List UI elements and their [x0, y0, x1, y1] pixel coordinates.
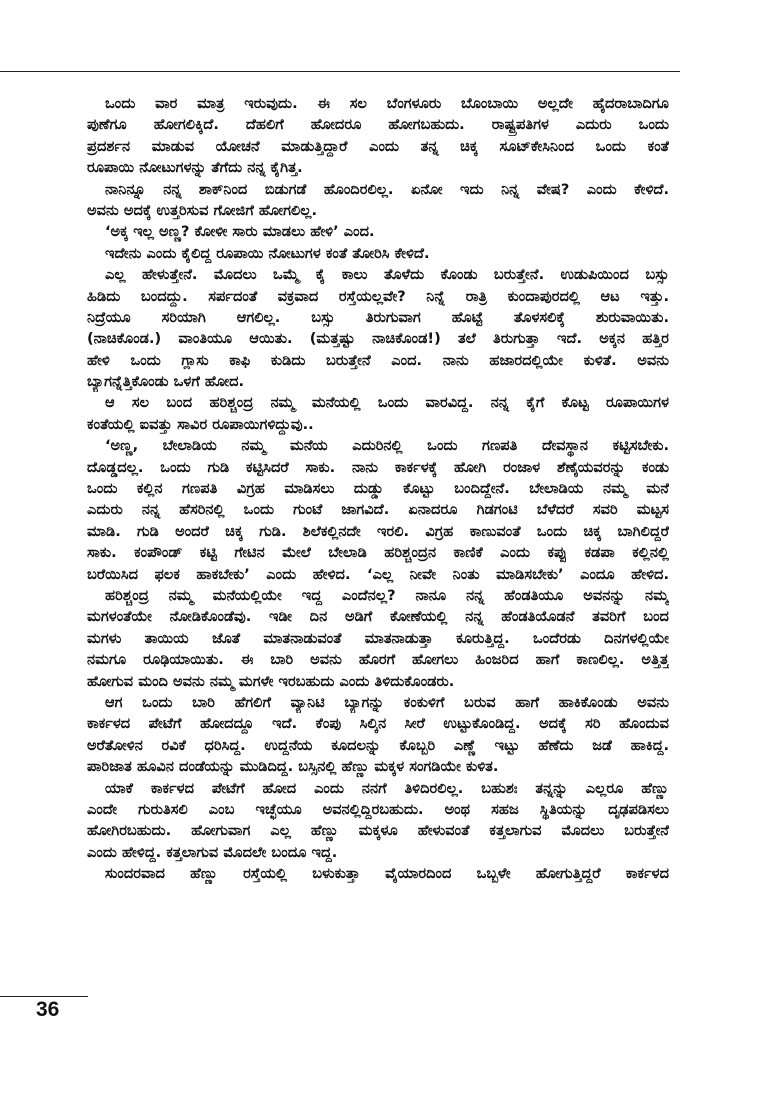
text-line: ಆ ಸಲ ಬಂದ ಹರಿಶ್ಚಂದ್ರ ನಮ್ಮ ಮನೆಯಲ್ಲಿ ಒಂದು ವಾರವಿದ್ದ. ನನ್ನ ಕೈಗೆ ಕೊಟ್ಟ ರೂಪಾಯಿಗಳ: [105, 394, 669, 412]
top-rule: [0, 71, 680, 72]
text-line: ಆಗ ಒಂದು ಬಾರಿ ಹೆಗಲಿಗೆ ವ್ಯಾನಿಟಿ ಬ್ಯಾಗನ್ನು ಕಂಕುಳಿಗೆ ಬರುವ ಹಾಗೆ ಹಾಕಿಕೊಂಡು ಅವನು: [105, 693, 669, 711]
text-line: ಕಾರ್ಕಳದ ಪೇಟೆಗೆ ಹೋದದ್ದೂ ಇದೆ. ಕೆಂಪು ಸಿಲ್ಕಿನ ಸೀರೆ ಉಟ್ಟುಕೊಂಡಿದ್ದ. ಅದಕ್ಕೆ ಸರಿ ಹೊಂದುವ: [87, 715, 669, 733]
text-line: ಅರೆತೋಳಿನ ರವಿಕೆ ಧರಿಸಿದ್ದ. ಉದ್ದನೆಯ ಕೂದಲನ್ನು ಕೊಬ್ಬರಿ ಎಣ್ಣೆ ಇಟ್ಟು ಹೆಣೆದು ಜಡೆ ಹಾಕಿದ್ದ.: [87, 736, 669, 754]
text-line: ಬರೆಯಿಸಿದ ಫಲಕ ಹಾಕಬೇಕು’ ಎಂದು ಹೇಳಿದ. ‘ಎಲ್ಲ ನೀವೇ ನಿಂತು ಮಾಡಿಸಬೇಕು’ ಎಂದೂ ಹೇಳಿದ.: [87, 565, 669, 583]
text-line: ನಿದ್ರೆಯೂ ಸರಿಯಾಗಿ ಆಗಲಿಲ್ಲ. ಬಸ್ಸು ತಿರುಗುವಾಗ ಹೊಟ್ಟೆ ತೊಳಸಲಿಕ್ಕೆ ಶುರುವಾಯಿತು.: [87, 308, 669, 326]
text-line: ಎಲ್ಲ ಹೇಳುತ್ತೇನೆ. ಮೊದಲು ಒಮ್ಮೆ ಕೈ ಕಾಲು ತೊಳೆದು ಕೊಂಡು ಬರುತ್ತೇನೆ. ಉಡುಪಿಯಿಂದ ಬಸ್ಸು: [105, 266, 669, 284]
text-line: ದೊಡ್ಡದಲ್ಲ. ಒಂದು ಗುಡಿ ಕಟ್ಟಿಸಿದರೆ ಸಾಕು. ನಾನು ಕಾರ್ಕಳಕ್ಕೆ ಹೋಗಿ ರಂಜಾಳ ಶೆಣೈಯವರನ್ನು ಕಂಡು: [87, 458, 669, 476]
text-line: ಪುಣೆಗೂ ಹೋಗಲಿಕ್ಕಿದೆ. ದೆಹಲಿಗೆ ಹೋದರೂ ಹೋಗಬಹುದು. ರಾಷ್ಟ್ರಪತಿಗಳ ಎದುರು ಒಂದು: [87, 116, 669, 134]
text-line: ನಮಗೂ ರೂಢಿಯಾಯಿತು. ಈ ಬಾರಿ ಅವನು ಹೊರಗೆ ಹೋಗಲು ಹಿಂಜರಿದ ಹಾಗೆ ಕಾಣಲಿಲ್ಲ. ಅತ್ತಿತ್ತ: [87, 651, 669, 669]
text-line: ಹರಿಶ್ಚಂದ್ರ ನಮ್ಮ ಮನೆಯಲ್ಲಿಯೇ ಇದ್ದ ಎಂದೆನಲ್ಲ? ನಾನೂ ನನ್ನ ಹೆಂಡತಿಯೂ ಅವನನ್ನು ನಮ್ಮ: [105, 586, 669, 604]
text-line: ಬ್ಯಾಗನ್ನೆತ್ತಿಕೊಂಡು ಒಳಗೆ ಹೋದ.: [87, 373, 245, 391]
text-line: ಮಗಳಂತೆಯೇ ನೋಡಿಕೊಂಡೆವು. ಇಡೀ ದಿನ ಅಡಿಗೆ ಕೋಣೆಯಲ್ಲಿ ನನ್ನ ಹೆಂಡತಿಯೊಡನೆ ತವರಿಗೆ ಬಂದ: [87, 608, 669, 626]
text-line: ಸುಂದರವಾದ ಹೆಣ್ಣು ರಸ್ತೆಯಲ್ಲಿ ಬಳುಕುತ್ತಾ ವೈಯಾರದಿಂದ ಒಬ್ಬಳೇ ಹೋಗುತ್ತಿದ್ದರೆ ಕಾರ್ಕಳದ: [105, 865, 669, 883]
text-line: ಹೇಳಿ ಒಂದು ಗ್ಲಾಸು ಕಾಫಿ ಕುಡಿದು ಬರುತ್ತೇನೆ ಎಂದ. ನಾನು ಹಜಾರದಲ್ಲಿಯೇ ಕುಳಿತೆ. ಅವನು: [87, 351, 669, 369]
text-line: ಮಾಡಿ. ಗುಡಿ ಅಂದರೆ ಚಿಕ್ಕ ಗುಡಿ. ಶಿಲೆಕಲ್ಲಿನದೇ ಇರಲಿ. ವಿಗ್ರಹ ಕಾಣುವಂತೆ ಒಂದು ಚಿಕ್ಕ ಬಾಗಿಲಿದ್ದರೆ: [87, 522, 669, 540]
text-line: ಎದುರು ನನ್ನ ಹೆಸರಿನಲ್ಲಿ ಒಂದು ಗುಂಟೆ ಜಾಗವಿದೆ. ಏನಾದರೂ ಗಿಡಗಂಟಿ ಬೆಳೆದರೆ ಸವರಿ ಮಟ್ಟಸ: [87, 501, 669, 519]
text-line: ಯಾಕೆ ಕಾರ್ಕಳದ ಪೇಟೆಗೆ ಹೋದ ಎಂದು ನನಗೆ ತಿಳಿದಿರಲಿಲ್ಲ. ಬಹುಶಃ ತನ್ನನ್ನು ಎಲ್ಲರೂ ಹೆಣ್ಣು: [105, 779, 669, 797]
text-line: ಹೋಗಿರಬಹುದು. ಹೋಗುವಾಗ ಎಲ್ಲ ಹೆಣ್ಣು ಮಕ್ಕಳೂ ಹೇಳುವಂತೆ ಕತ್ತಲಾಗುವ ಮೊದಲು ಬರುತ್ತೇನೆ: [87, 822, 669, 840]
text-line: ಇದೇನು ಎಂದು ಕೈಲಿದ್ದ ರೂಪಾಯಿ ನೋಟುಗಳ ಕಂತೆ ತೋರಿಸಿ ಕೇಳಿದೆ.: [105, 244, 430, 262]
text-line: ರೂಪಾಯಿ ನೋಟುಗಳನ್ನು ತೆಗೆದು ನನ್ನ ಕೈಗಿತ್ತ.: [87, 159, 303, 177]
text-line: ಎಂದೇ ಗುರುತಿಸಲಿ ಎಂಬ ಇಚ್ಛೆಯೂ ಅವನಲ್ಲಿದ್ದಿರಬಹುದು. ಅಂಥ ಸಹಜ ಸ್ಥಿತಿಯನ್ನು ದೃಢಪಡಿಸಲು: [87, 800, 669, 818]
text-line: ಪಾರಿಜಾತ ಹೂವಿನ ದಂಡೆಯನ್ನು ಮುಡಿದಿದ್ದ. ಬಸ್ಸಿನಲ್ಲಿ ಹೆಣ್ಣು ಮಕ್ಕಳ ಸಂಗಡಿಯೇ ಕುಳಿತ.: [87, 758, 499, 776]
text-line: (ನಾಚಿಕೊಂಡ.) ವಾಂತಿಯೂ ಆಯಿತು. (ಮತ್ತಷ್ಟು ನಾಚಿಕೊಂಡ!) ತಲೆ ತಿರುಗುತ್ತಾ ಇದೆ. ಅಕ್ಕನ ಹತ್ತಿರ: [87, 330, 669, 348]
body-text: [87, 93, 669, 884]
text-line: ‘ಅಣ್ಣ, ಬೇಲಾಡಿಯ ನಮ್ಮ ಮನೆಯ ಎದುರಿನಲ್ಲಿ ಒಂದು ಗಣಪತಿ ದೇವಸ್ಥಾನ ಕಟ್ಟಿಸಬೇಕು.: [105, 437, 669, 455]
text-line: ಎಂದು ಹೇಳಿದ್ದ. ಕತ್ತಲಾಗುವ ಮೊದಲೇ ಬಂದೂ ಇದ್ದ.: [87, 843, 338, 861]
text-line: ಪ್ರದರ್ಶನ ಮಾಡುವ ಯೋಚನೆ ಮಾಡುತ್ತಿದ್ದಾರೆ ಎಂದು ತನ್ನ ಚಿಕ್ಕ ಸೂಟ್‌ಕೇಸಿನಿಂದ ಒಂದು ಕಂತೆ: [87, 137, 669, 155]
text-line: ಸಾಕು. ಕಂಪೌಂಡ್ ಕಟ್ಟಿ ಗೇಟಿನ ಮೇಲೆ ಬೇಲಾಡಿ ಹರಿಶ್ಚಂದ್ರನ ಕಾಣಿಕೆ ಎಂದು ಕಪ್ಪು ಕಡಪಾ ಕಲ್ಲಿನಲ್ಲಿ: [87, 544, 669, 562]
text-line: ಮಗಳು ತಾಯಿಯ ಜೊತೆ ಮಾತನಾಡುವಂತೆ ಮಾತನಾಡುತ್ತಾ ಕೂರುತ್ತಿದ್ದ. ಒಂದೆರಡು ದಿನಗಳಲ್ಲಿಯೇ: [87, 629, 669, 647]
page-number: 36: [36, 998, 60, 1021]
text-line: ನಾನಿನ್ನೂ ನನ್ನ ಶಾಕ್‌ನಿಂದ ಬಿಡುಗಡೆ ಹೊಂದಿರಲಿಲ್ಲ. ಏನೋ ಇದು ನಿನ್ನ ವೇಷ? ಎಂದು ಕೇಳಿದೆ.: [105, 180, 669, 198]
text-line: ಹೋಗುವ ಮಂದಿ ಅವನು ನಮ್ಮ ಮಗಳೇ ಇರಬಹುದು ಎಂದು ತಿಳಿದುಕೊಂಡರು.: [87, 672, 455, 690]
text-line: ಒಂದು ಕಲ್ಲಿನ ಗಣಪತಿ ವಿಗ್ರಹ ಮಾಡಿಸಲು ದುಡ್ಡು ಕೊಟ್ಟು ಬಂದಿದ್ದೇನೆ. ಬೇಲಾಡಿಯ ನಮ್ಮ ಮನೆ: [87, 480, 669, 498]
text-line: ಹಿಡಿದು ಬಂದದ್ದು. ಸರ್ಪದಂತೆ ವಕ್ರವಾದ ರಸ್ತೆಯಲ್ಲವೇ? ನಿನ್ನೆ ರಾತ್ರಿ ಕುಂದಾಪುರದಲ್ಲಿ ಆಟ ಇತ್ತು.: [87, 287, 669, 305]
text-line: ಒಂದು ವಾರ ಮಾತ್ರ ಇರುವುದು. ಈ ಸಲ ಬೆಂಗಳೂರು ಬೊಂಬಾಯಿ ಅಲ್ಲದೇ ಹೈದರಾಬಾದಿಗೂ: [105, 95, 669, 112]
text-line: ಕಂತೆಯಲ್ಲಿ ಐವತ್ತು ಸಾವಿರ ರೂಪಾಯಿಗಳಿದ್ದುವು..: [87, 415, 314, 433]
text-line: ಅವನು ಅದಕ್ಕೆ ಉತ್ತರಿಸುವ ಗೋಜಿಗೆ ಹೋಗಲಿಲ್ಲ.: [87, 201, 318, 219]
text-line: ‘ಅಕ್ಕ ಇಲ್ಲ ಅಣ್ಣ? ಕೋಳೀ ಸಾರು ಮಾಡಲು ಹೇಳಿ’ ಎಂದ.: [105, 223, 375, 241]
